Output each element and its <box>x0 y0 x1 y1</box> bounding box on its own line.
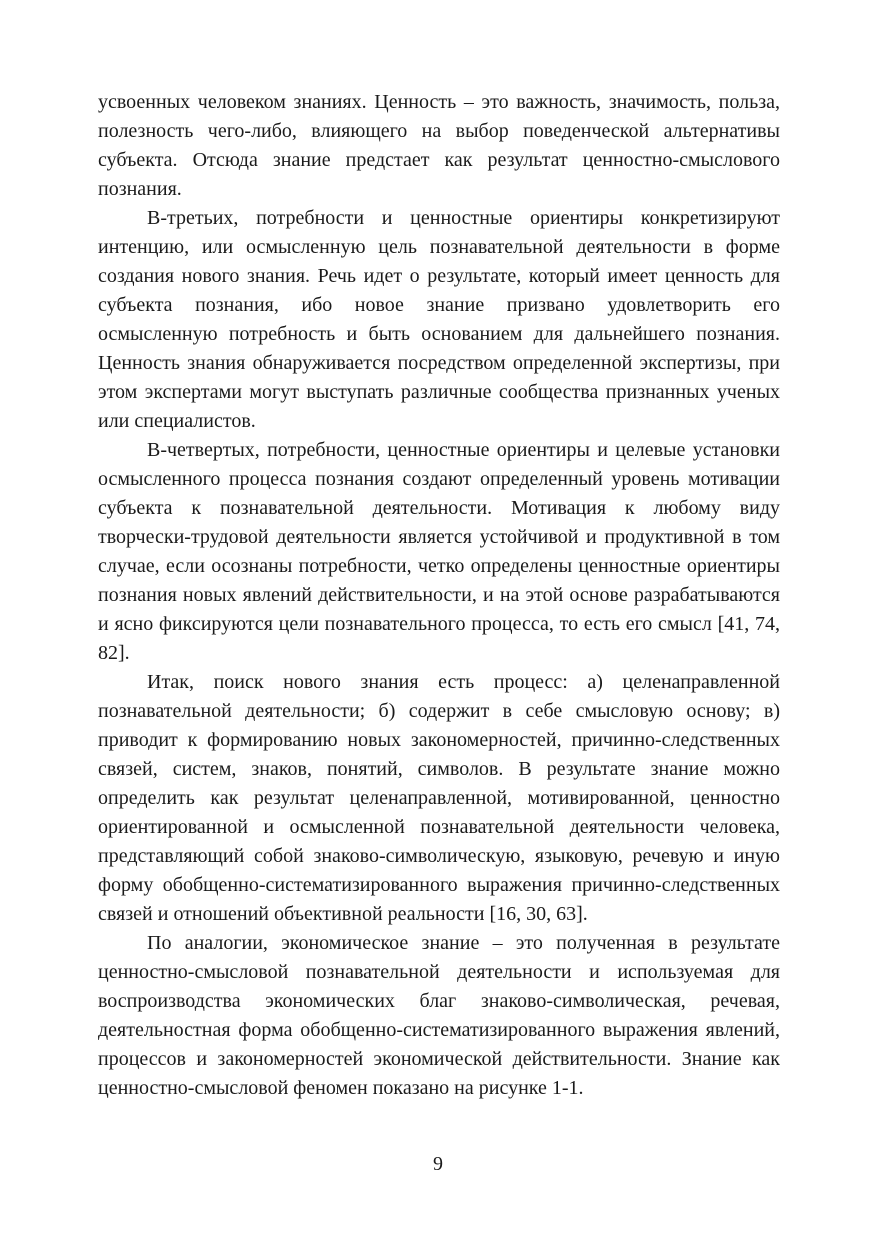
body-text <box>98 88 780 1103</box>
paragraph-fourth-point: В-четвертых, потребности, ценностные ориентиры и целевые установки осмысленного процесса познания создают определенный уровень мотивации субъекта к познавательной деятельности. Мотивация к любому виду творчески-трудовой деятельности является устойчивой и продуктивной в том случае, если осознаны потребности, четко определены ценностные ориентиры познания новых явлений действительности, и на этой основе разрабатываются и ясно фиксируются цели познавательного процесса, то есть его смысл [41, 74, 82]. <box>98 439 780 664</box>
paragraph-third-point: В-третьих, потребности и ценностные ориентиры конкретизируют интенцию, или осмысленную цель познавательной деятельности в форме создания нового знания. Речь идет о результате, который имеет ценность для субъекта познания, ибо новое знание призвано удовлетворить его осмысленную потребность и быть основанием для дальнейшего познания. Ценность знания обнаруживается посредством определенной экспертизы, при этом экспертами могут выступать различные сообщества признанных ученых или специалистов. <box>98 207 780 432</box>
paragraph-summary: Итак, поиск нового знания есть процесс: а) целенаправленной познавательной деятельности; б) содержит в себе смысловую основу; в) приводит к формированию новых закономерностей, причинно-следственных связей, систем, знаков, понятий, символов. В результате знание можно определить как результат целенаправленной, мотивированной, ценностно ориентированной и осмысленной познавательной деятельности человека, представляющий собой знаково-символическую, языковую, речевую и иную форму обобщенно-систематизированного выражения причинно-следственных связей и отношений объективной реальности [16, 30, 63]. <box>98 671 780 925</box>
paragraph-continuation: усвоенных человеком знаниях. Ценность – это важность, значимость, польза, полезность чего-либо, влияющего на выбор поведенческой альтернативы субъекта. Отсюда знание предстает как результат ценностно-смыслового познания. <box>98 91 780 200</box>
page-number: 9 <box>433 1153 443 1175</box>
paragraph-economic-knowledge: По аналогии, экономическое знание – это полученная в результате ценностно-смысловой познавательной деятельности и используемая для воспроизводства экономических благ знаково-символическая, речевая, деятельностная форма обобщенно-систематизированного выражения явлений, процессов и закономерностей экономической действительности. Знание как ценностно-смысловой феномен показано на рисунке 1-1. <box>98 932 780 1099</box>
